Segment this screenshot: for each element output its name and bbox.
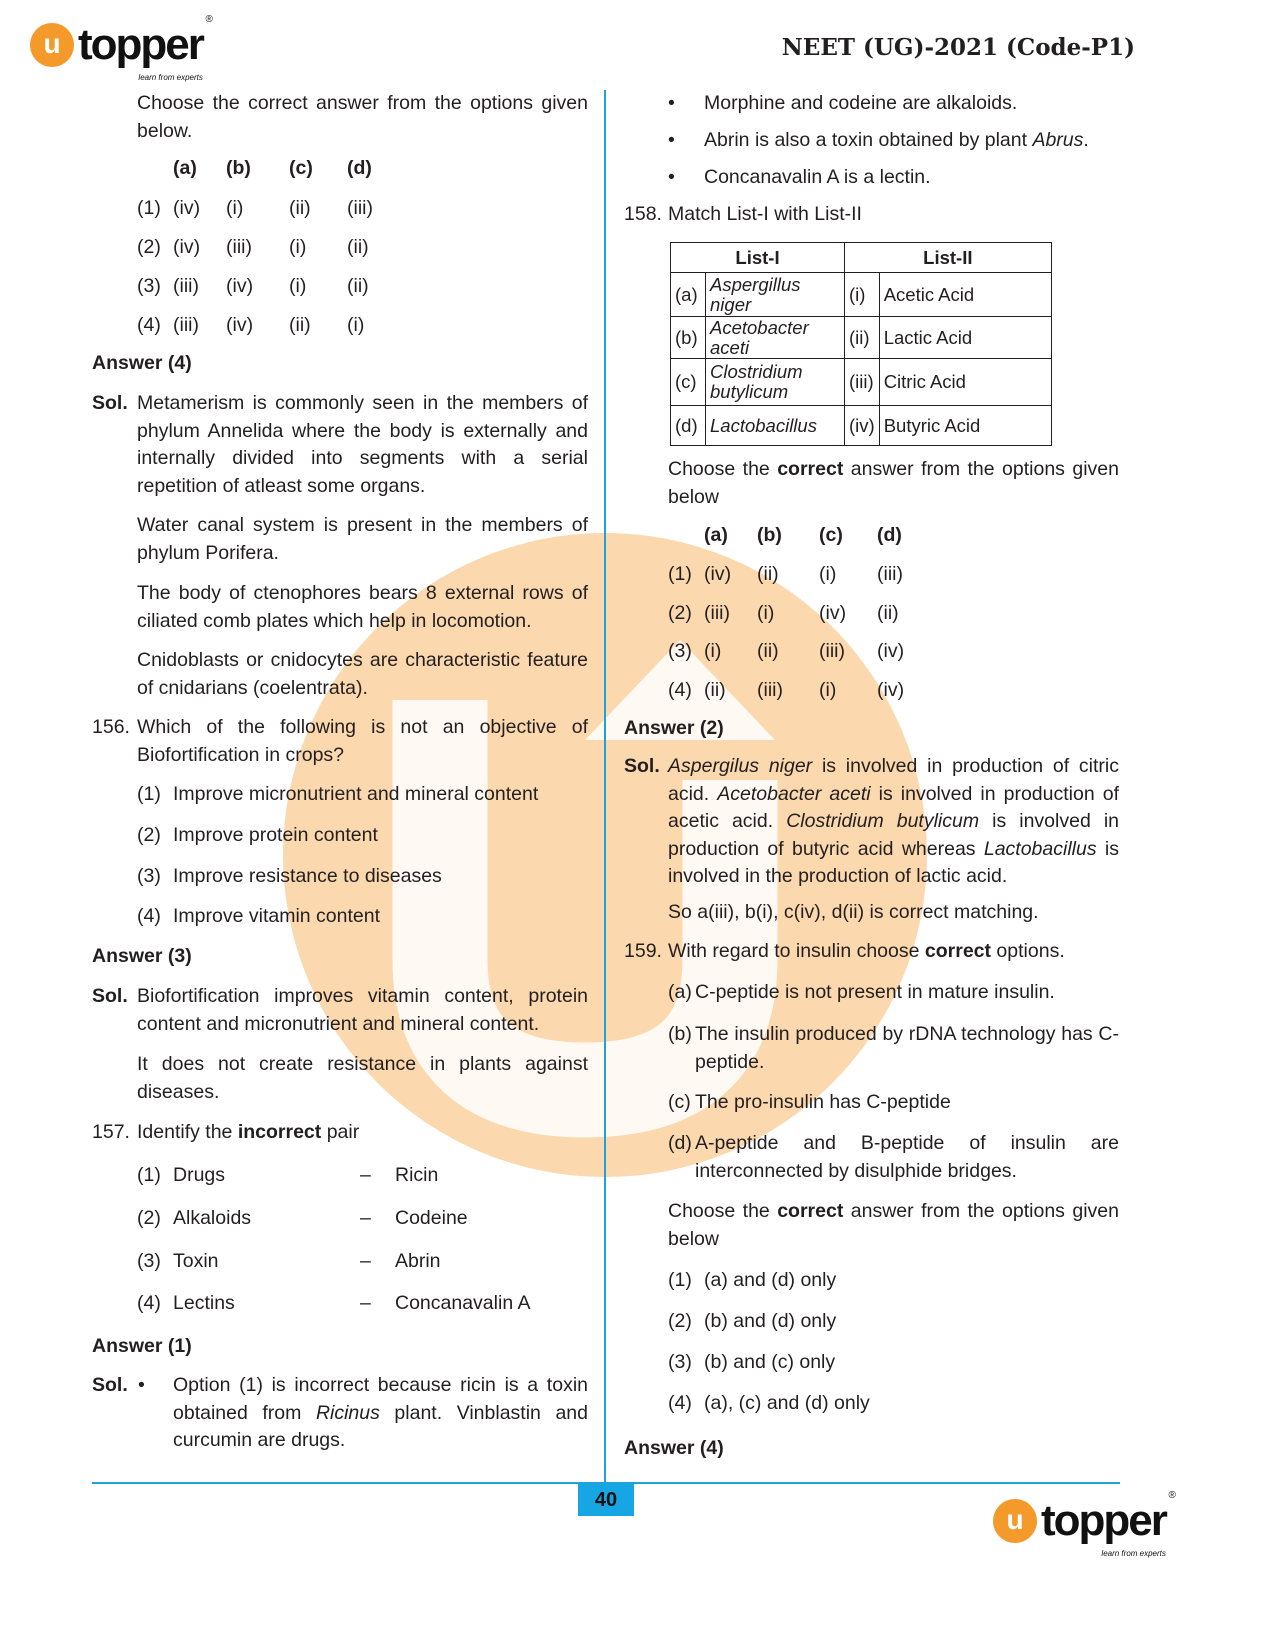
bullet: • [668,129,675,151]
text-segment: With regard to insulin choose [668,940,925,962]
organism: Clostridium butylicum [706,359,845,406]
option-text: (a), (c) and (d) only [704,1392,870,1414]
solution-label: Sol. [92,392,128,414]
page-header-title: NEET (UG)-2021 (Code-P1) [781,34,1135,61]
q158-text: Match List-I with List-II [668,203,862,225]
organism: Lactobacillus [706,406,845,446]
option-number: (2) [137,236,161,258]
option-text: (a) and (d) only [704,1269,837,1291]
bold-text: correct [924,940,992,962]
option-number: (3) [137,275,161,297]
text-segment: So a(iii), b(i), c(iv), d(ii) is correct matching. [668,901,1039,923]
acid: Lactic Acid [879,317,1051,359]
pair-value: Concanavalin A [395,1292,531,1314]
option-value: (iv) [877,679,905,701]
organism: Acetobacter aceti [706,317,845,359]
option-value: (iii) [226,236,252,258]
text-segment: answer from the options given below [668,1200,1119,1250]
table-row [671,273,1052,317]
text-segment: Water canal system is present in the members of phylum Porifera. [137,514,588,564]
q156-solution-1 [137,983,588,1038]
solution-label: Sol. [624,755,660,777]
option-number: (4) [137,1292,161,1314]
option-number: (1) [668,563,692,585]
table-row [671,359,1052,406]
option-number: (2) [668,1310,692,1332]
italic-text: Abrus [1032,129,1084,151]
text-segment: It does not create resistance in plants against diseases. [137,1053,588,1103]
option-value: (iv) [226,275,254,297]
pair-term: Toxin [173,1250,219,1272]
page-number: 40 [578,1484,634,1516]
option-value: (i) [757,602,775,624]
option-value: (i) [347,314,365,336]
option-text: The pro-insulin has C-peptide [695,1091,951,1113]
q159-number: 159. [624,940,662,962]
option-value: (iii) [819,640,845,662]
text-segment: Concanavalin A is a lectin. [704,166,931,188]
logo-registered: ® [205,14,213,25]
bullet-text [704,90,1017,117]
option-text: Improve protein content [173,824,378,846]
option-value: (i) [289,275,307,297]
row-key: (a) [671,273,706,317]
column-header: (b) [757,524,782,546]
pair-value: Abrin [395,1250,441,1272]
italic-text: Acetobacter aceti [717,782,871,805]
text-segment: options. [991,940,1065,962]
option-text: The insulin produced by rDNA technology has C-peptide. [695,1023,1119,1073]
q159-instruction [668,1198,1119,1253]
option-text: A-peptide and B-peptide of insulin are interconnected by disulphide bridges. [695,1132,1119,1182]
italic-text: Ricinus [315,1401,380,1424]
option-number: (1) [137,197,161,219]
acid: Acetic Acid [879,273,1051,317]
column-header: (a) [704,524,728,546]
option-number: (4) [137,905,161,927]
pair-term: Drugs [173,1164,226,1186]
solution-label: Sol. [92,1374,128,1396]
option-number: (4) [137,314,161,336]
option-value: (i) [704,640,722,662]
row-roman: (i) [845,273,880,317]
bold-text: correct [777,1200,844,1222]
text-segment: Morphine and codeine are alkaloids. [704,92,1018,114]
logo-u-icon: u [30,23,74,67]
bullet: • [668,166,675,188]
option-value: (i) [289,236,307,258]
pair-dash: – [360,1164,371,1186]
logo-u-icon: u [993,1499,1037,1543]
logo-tagline: learn from experts [1101,1549,1166,1558]
q157-text [137,1119,359,1146]
row-key: (d) [671,406,706,446]
option-text: Improve resistance to diseases [173,865,442,887]
logo-text: topper [78,20,203,69]
option-value: (ii) [347,275,369,297]
option-number: (a) [668,981,692,1003]
text-segment: Cnidoblasts or cnidocytes are characteristic feature of cnidarians (coelentrata). [137,649,588,699]
bullet: • [138,1374,145,1396]
option-number: (2) [137,824,161,846]
option-value: (ii) [704,679,726,701]
q156-text: Which of the following is not an objective of Biofortification in crops? [137,716,588,766]
bold-text: correct [777,458,844,480]
text-segment: Abrin is also a toxin obtained by plant [704,129,1033,151]
option-value: (iii) [757,679,783,701]
option-value: (ii) [757,640,779,662]
pair-value: Codeine [395,1207,468,1229]
option-value: (iii) [704,602,730,624]
text-segment: is involved in production of butyric acid whereas [668,810,1119,860]
table-header-list-1: List-I [671,243,845,273]
q156-number: 156. [92,716,130,738]
option-value: (iv) [819,602,847,624]
match-table [670,242,1052,446]
pair-term: Alkaloids [173,1207,252,1229]
organism: Aspergillus niger [706,273,845,317]
option-value: (ii) [877,602,899,624]
option-number: (b) [668,1023,692,1045]
row-roman: (iii) [845,359,880,406]
option-number: (4) [668,1392,692,1414]
option-text: C-peptide is not present in mature insulin. [695,981,1055,1003]
q159-text [668,938,1065,965]
option-value: (iii) [347,197,373,219]
option-value: (iii) [173,314,199,336]
column-divider [604,90,606,1483]
pair-dash: – [360,1250,371,1272]
option-text: (b) and (c) only [704,1351,836,1373]
option-number: (3) [668,640,692,662]
text-segment: is involved in production of citric acid. [668,755,1120,805]
row-roman: (iv) [845,406,880,446]
option-value: (iii) [173,275,199,297]
option-number: (2) [668,602,692,624]
text-segment: answer from the options given below [668,458,1119,508]
q158-solution-2 [668,899,1039,926]
q156-solution-2 [137,1051,588,1106]
text-segment: plant. Vinblastin and curcumin are drugs. [173,1401,588,1451]
pair-dash: – [360,1207,371,1229]
option-number: (3) [137,1250,161,1272]
text-segment: pair [321,1121,360,1143]
option-number: (2) [137,1207,161,1229]
bold-text: incorrect [237,1121,322,1143]
column-header: (c) [289,157,313,179]
table-row [671,406,1052,446]
acid: Butyric Acid [879,406,1051,446]
option-number: (c) [668,1091,691,1113]
option-number: (3) [137,865,161,887]
text-segment: . [1083,129,1089,151]
option-value: (iv) [877,640,905,662]
bullet-text [704,127,1089,154]
solution-label: Sol. [92,985,128,1007]
option-number: (1) [668,1269,692,1291]
text-segment: Choose the [668,1200,778,1222]
footer-logo [993,1490,1176,1558]
pair-dash: – [360,1292,371,1314]
option-value: (ii) [347,236,369,258]
q158-instruction [668,456,1119,511]
q157-answer: Answer (1) [92,1335,192,1357]
option-number: (4) [668,679,692,701]
option-value: (ii) [757,563,779,585]
column-header: (a) [173,157,197,179]
column-header: (d) [347,157,372,179]
q158-solution [668,753,1119,891]
text-segment: is involved in production of acetic acid. [668,782,1120,832]
option-number: (3) [668,1351,692,1373]
q155-answer: Answer (4) [92,352,192,374]
pair-value: Ricin [395,1164,439,1186]
option-value: (i) [819,563,837,585]
option-value: (iv) [173,236,201,258]
text-segment: Choose the [668,458,778,480]
pair-term: Lectins [173,1292,235,1314]
option-text: Improve micronutrient and mineral content [173,783,539,805]
table-row [671,317,1052,359]
q157-solution-1 [173,1372,588,1455]
italic-text: Aspergilus niger [668,755,813,777]
column-header: (c) [819,524,843,546]
option-number: (1) [137,783,161,805]
q155-solution-2 [137,512,588,567]
text-segment: Biofortification improves vitamin content, protein content and micronutrient and mineral content. [137,985,588,1035]
option-value: (ii) [289,314,311,336]
table-header-list-2: List-II [845,243,1052,273]
bullet: • [668,92,675,114]
q158-number: 158. [624,203,662,225]
option-value: (iii) [877,563,903,585]
option-value: (iv) [704,563,732,585]
option-value: (iv) [173,197,201,219]
q157-number: 157. [92,1121,130,1143]
text-segment: Identify the [137,1121,238,1143]
header-logo [30,14,213,82]
option-value: (ii) [289,197,311,219]
q155-solution-1 [137,390,588,500]
option-text: (b) and (d) only [704,1310,837,1332]
text-segment: The body of ctenophores bears 8 external rows of ciliated comb plates which help in locomotion. [137,582,588,632]
bullet-text [704,164,931,191]
logo-registered: ® [1168,1490,1176,1501]
option-value: (i) [226,197,244,219]
text-segment: Metamerism is commonly seen in the members of phylum Annelida where the body is externally and internally divided into segments with a serial repetition of atleast some organs. [137,392,588,497]
text-segment: Option (1) is incorrect because ricin is a toxin obtained from [173,1374,588,1424]
text-segment: Choose the correct answer from the options given below. [137,92,588,142]
option-value: (i) [819,679,837,701]
option-number: (d) [668,1132,692,1154]
italic-text: Lactobacillus [983,837,1097,860]
q158-answer: Answer (2) [624,717,724,739]
q159-answer: Answer (4) [624,1437,724,1459]
italic-text: Clostridium butylicum [786,810,980,832]
option-value: (iv) [226,314,254,336]
row-key: (b) [671,317,706,359]
logo-tagline: learn from experts [138,73,203,82]
column-header: (b) [226,157,251,179]
q156-answer: Answer (3) [92,945,192,967]
row-key: (c) [671,359,706,406]
text-segment: is involved in the production of lactic acid. [668,837,1119,887]
q155-solution-4 [137,647,588,702]
q155-solution-3 [137,580,588,635]
option-text: Improve vitamin content [173,905,381,927]
acid: Citric Acid [879,359,1051,406]
column-header: (d) [877,524,902,546]
q155-instruction [137,90,588,145]
logo-text: topper [1041,1496,1166,1545]
row-roman: (ii) [845,317,880,359]
option-number: (1) [137,1164,161,1186]
